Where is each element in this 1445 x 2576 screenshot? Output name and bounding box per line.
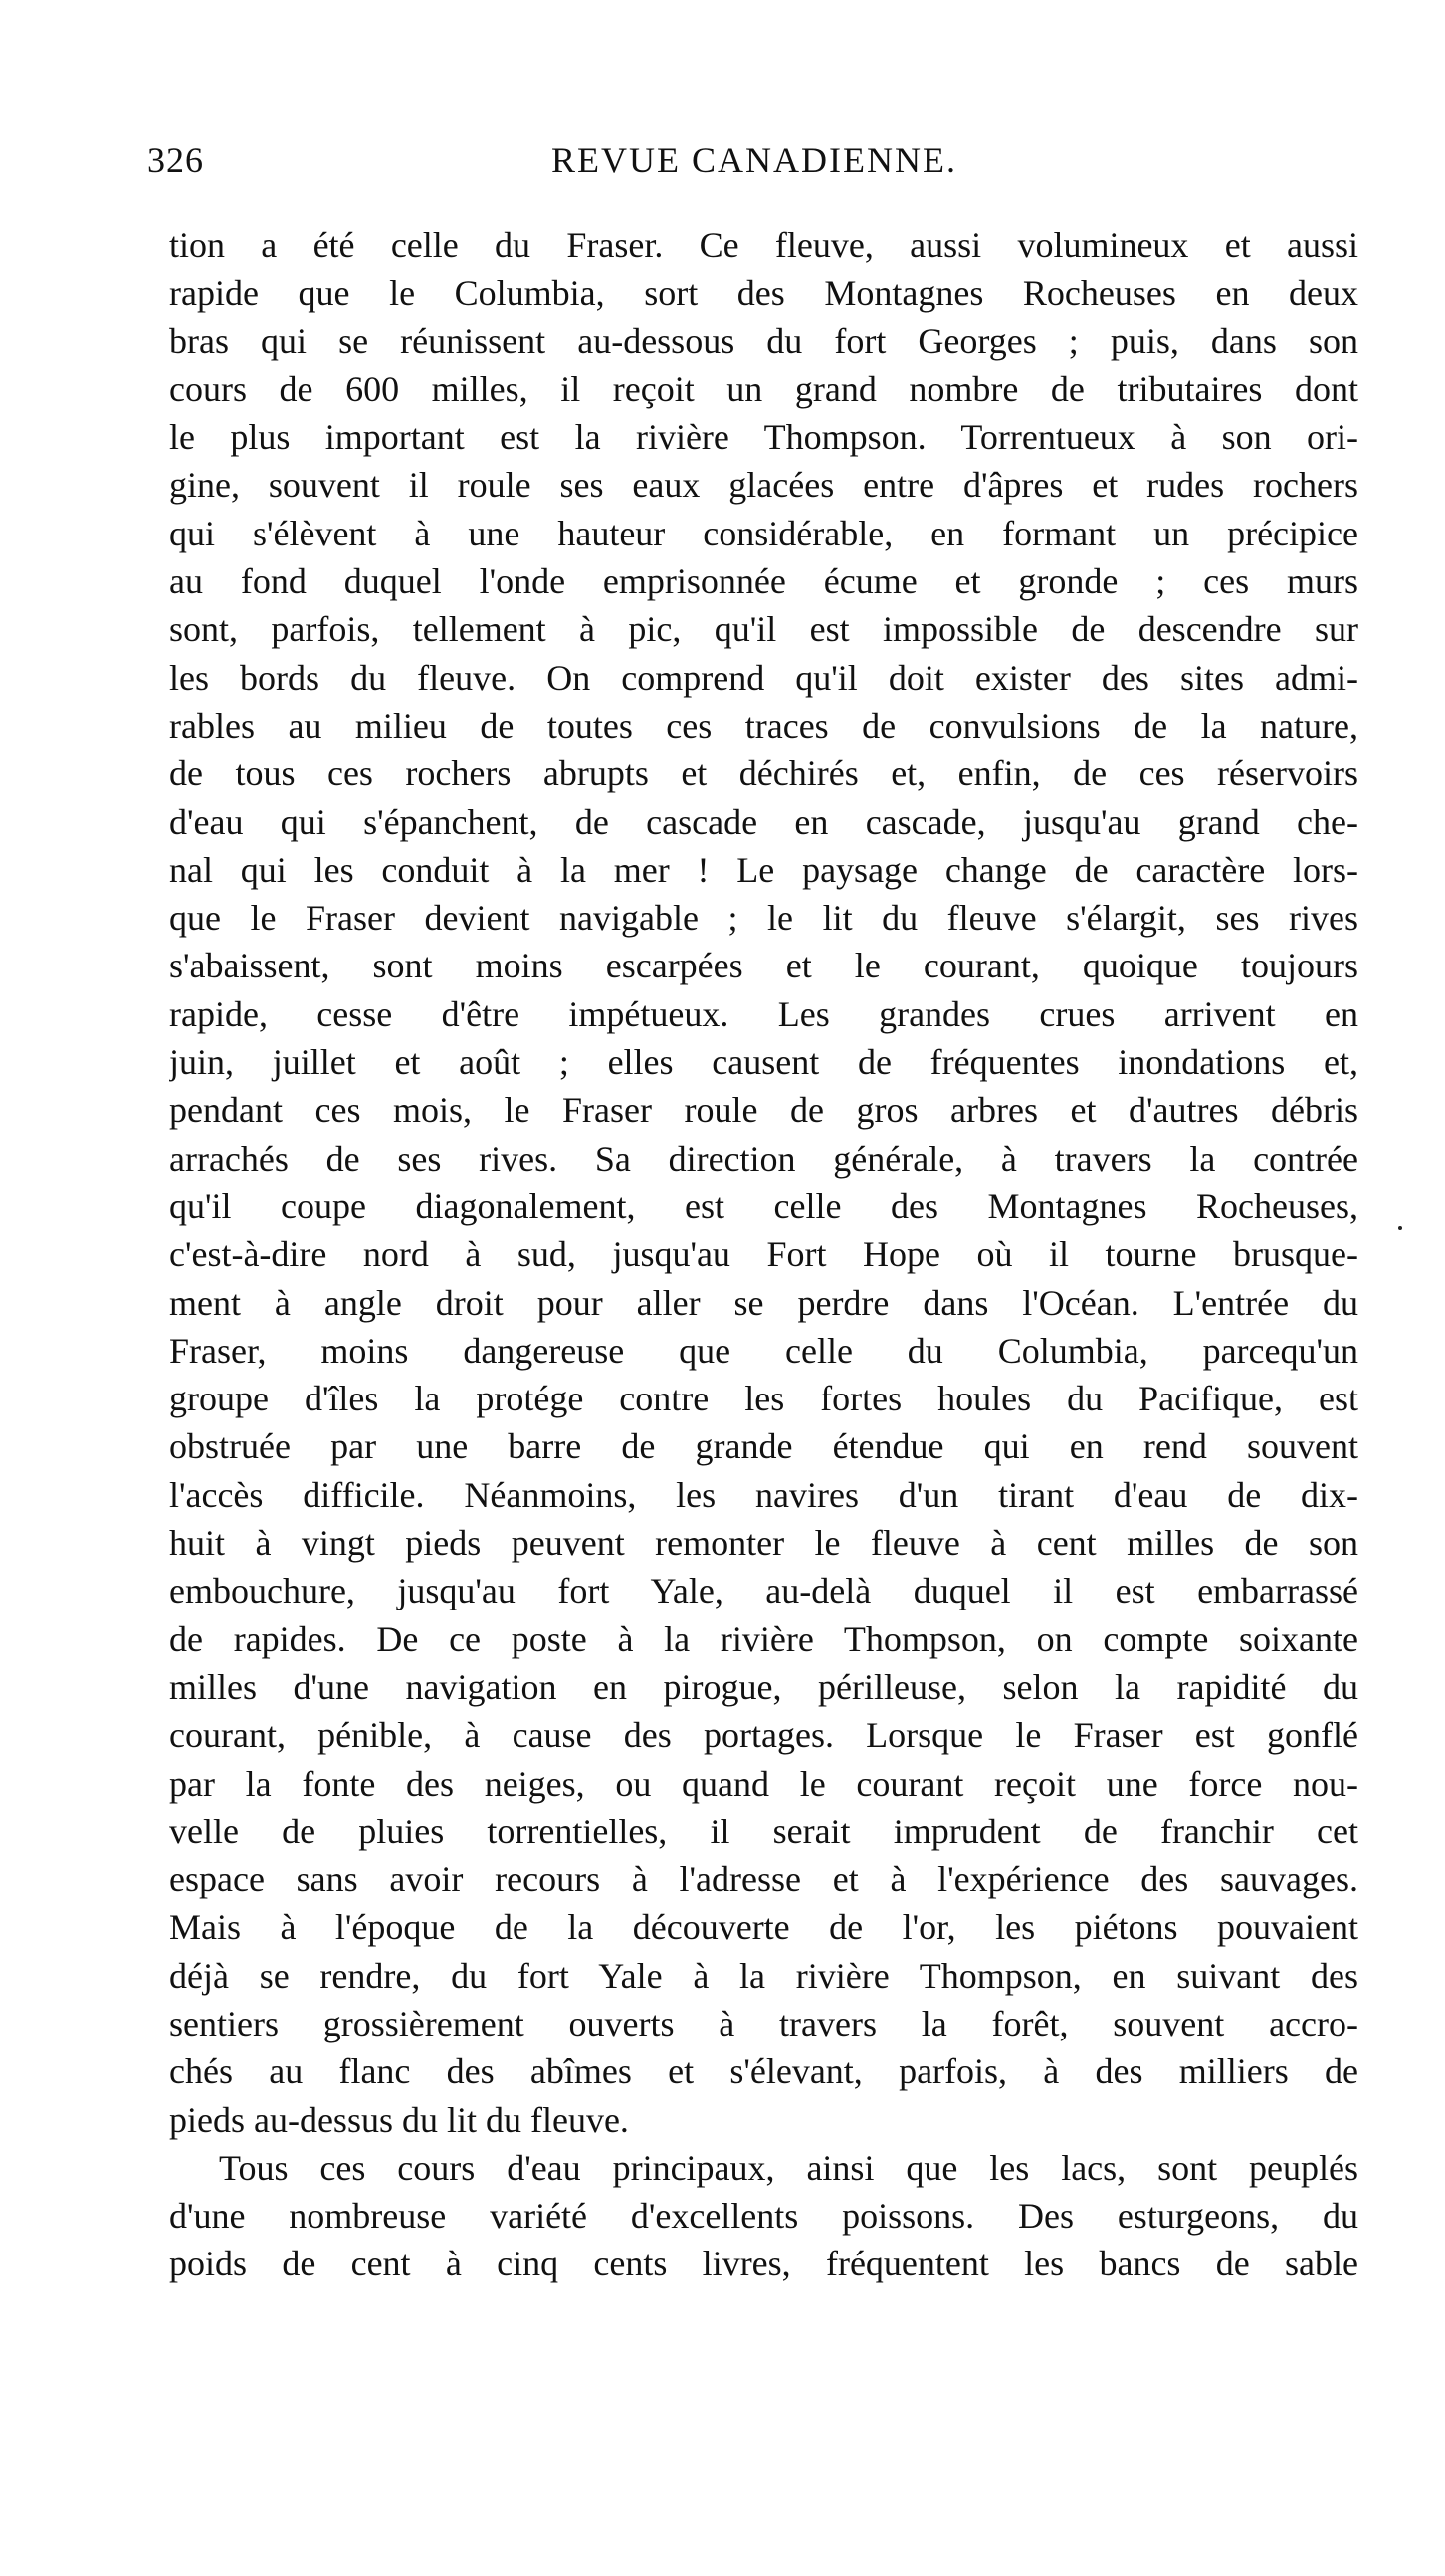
text-line: juin, juillet et août ; elles causent de fréquentes inondations et, — [169, 1042, 1358, 1083]
ink-speck — [1398, 1226, 1402, 1230]
text-line: déjà se rendre, du fort Yale à la rivière Thompson, en suivant des — [169, 1955, 1358, 1996]
text-line: ment à angle droit pour aller se perdre dans l'Océan. L'entrée du — [169, 1282, 1358, 1323]
body-text — [169, 221, 1358, 2288]
text-line: qu'il coupe diagonalement, est celle des Montagnes Rocheuses, — [169, 1185, 1358, 1226]
page-number: 326 — [147, 140, 204, 180]
text-line: au fond duquel l'onde emprisonnée écume et gronde ; ces murs — [169, 561, 1358, 602]
text-line: arrachés de ses rives. Sa direction générale, à travers la contrée — [169, 1138, 1358, 1179]
text-line: embouchure, jusqu'au fort Yale, au-delà duquel il est embarrassé — [169, 1571, 1358, 1611]
text-line: sont, parfois, tellement à pic, qu'il est impossible de descendre sur — [169, 609, 1358, 650]
text-line: groupe d'îles la protége contre les fortes houles du Pacifique, est — [169, 1379, 1358, 1419]
text-line: velle de pluies torrentielles, il serait imprudent de franchir cet — [169, 1811, 1358, 1851]
text-line: obstruée par une barre de grande étendue qui en rend souvent — [169, 1426, 1358, 1467]
text-line: s'abaissent, sont moins escarpées et le courant, quoique toujours — [169, 946, 1358, 986]
text-line: chés au flanc des abîmes et s'élevant, parfois, à des milliers de — [169, 2051, 1358, 2092]
text-line: rapide, cesse d'être impétueux. Les grandes crues arrivent en — [169, 993, 1358, 1034]
text-line: courant, pénible, à cause des portages. Lorsque le Fraser est gonflé — [169, 1715, 1358, 1756]
text-line: poids de cent à cinq cents livres, fréquentent les bancs de sable — [169, 2244, 1358, 2284]
text-line: rables au milieu de toutes ces traces de convulsions de la nature, — [169, 705, 1358, 746]
text-line: cours de 600 milles, il reçoit un grand nombre de tributaires dont — [169, 368, 1358, 409]
text-line: c'est-à-dire nord à sud, jusqu'au Fort Hope où il tourne brusque- — [169, 1234, 1358, 1275]
text-line: sentiers grossièrement ouverts à travers la forêt, souvent accro- — [169, 2003, 1358, 2043]
text-line: gine, souvent il roule ses eaux glacées entre d'âpres et rudes rochers — [169, 465, 1358, 506]
paragraph-start-line: Tous ces cours d'eau principaux, ainsi que les lacs, sont peuplés — [219, 2147, 1358, 2188]
text-line: nal qui les conduit à la mer ! Le paysage change de caractère lors- — [169, 849, 1358, 890]
text-line: les bords du fleuve. On comprend qu'il doit exister des sites admi- — [169, 657, 1358, 698]
text-line: que le Fraser devient navigable ; le lit du fleuve s'élargit, ses rives — [169, 898, 1358, 939]
text-line: d'une nombreuse variété d'excellents poissons. Des esturgeons, du — [169, 2196, 1358, 2237]
text-line: d'eau qui s'épanchent, de cascade en cascade, jusqu'au grand che- — [169, 801, 1358, 842]
text-line: de tous ces rochers abrupts et déchirés et, enfin, de ces réservoirs — [169, 753, 1358, 794]
text-line: bras qui se réunissent au-dessous du fort Georges ; puis, dans son — [169, 321, 1358, 361]
text-line: pendant ces mois, le Fraser roule de gros arbres et d'autres débris — [169, 1090, 1358, 1131]
text-line: l'accès difficile. Néanmoins, les navires d'un tirant d'eau de dix- — [169, 1474, 1358, 1515]
text-line: qui s'élèvent à une hauteur considérable, en formant un précipice — [169, 513, 1358, 553]
text-line: de rapides. De ce poste à la rivière Thompson, on compte soixante — [169, 1618, 1358, 1659]
text-line: huit à vingt pieds peuvent remonter le fleuve à cent milles de son — [169, 1523, 1358, 1564]
paragraph-end-line: pieds au-dessus du lit du fleuve. — [169, 2099, 629, 2140]
text-line: tion a été celle du Fraser. Ce fleuve, aussi volumineux et aussi — [169, 225, 1358, 265]
text-line: le plus important est la rivière Thompson. Torrentueux à son ori- — [169, 417, 1358, 458]
text-line: Mais à l'époque de la découverte de l'or, les piétons pouvaient — [169, 1907, 1358, 1948]
page-header — [147, 139, 1361, 189]
text-line: espace sans avoir recours à l'adresse et à l'expérience des sauvages. — [169, 1859, 1358, 1900]
running-title: REVUE CANADIENNE. — [551, 140, 957, 180]
text-line: milles d'une navigation en pirogue, périlleuse, selon la rapidité du — [169, 1666, 1358, 1707]
text-line: rapide que le Columbia, sort des Montagnes Rocheuses en deux — [169, 273, 1358, 314]
text-line: Fraser, moins dangereuse que celle du Columbia, parcequ'un — [169, 1330, 1358, 1371]
text-line: par la fonte des neiges, ou quand le courant reçoit une force nou- — [169, 1763, 1358, 1804]
